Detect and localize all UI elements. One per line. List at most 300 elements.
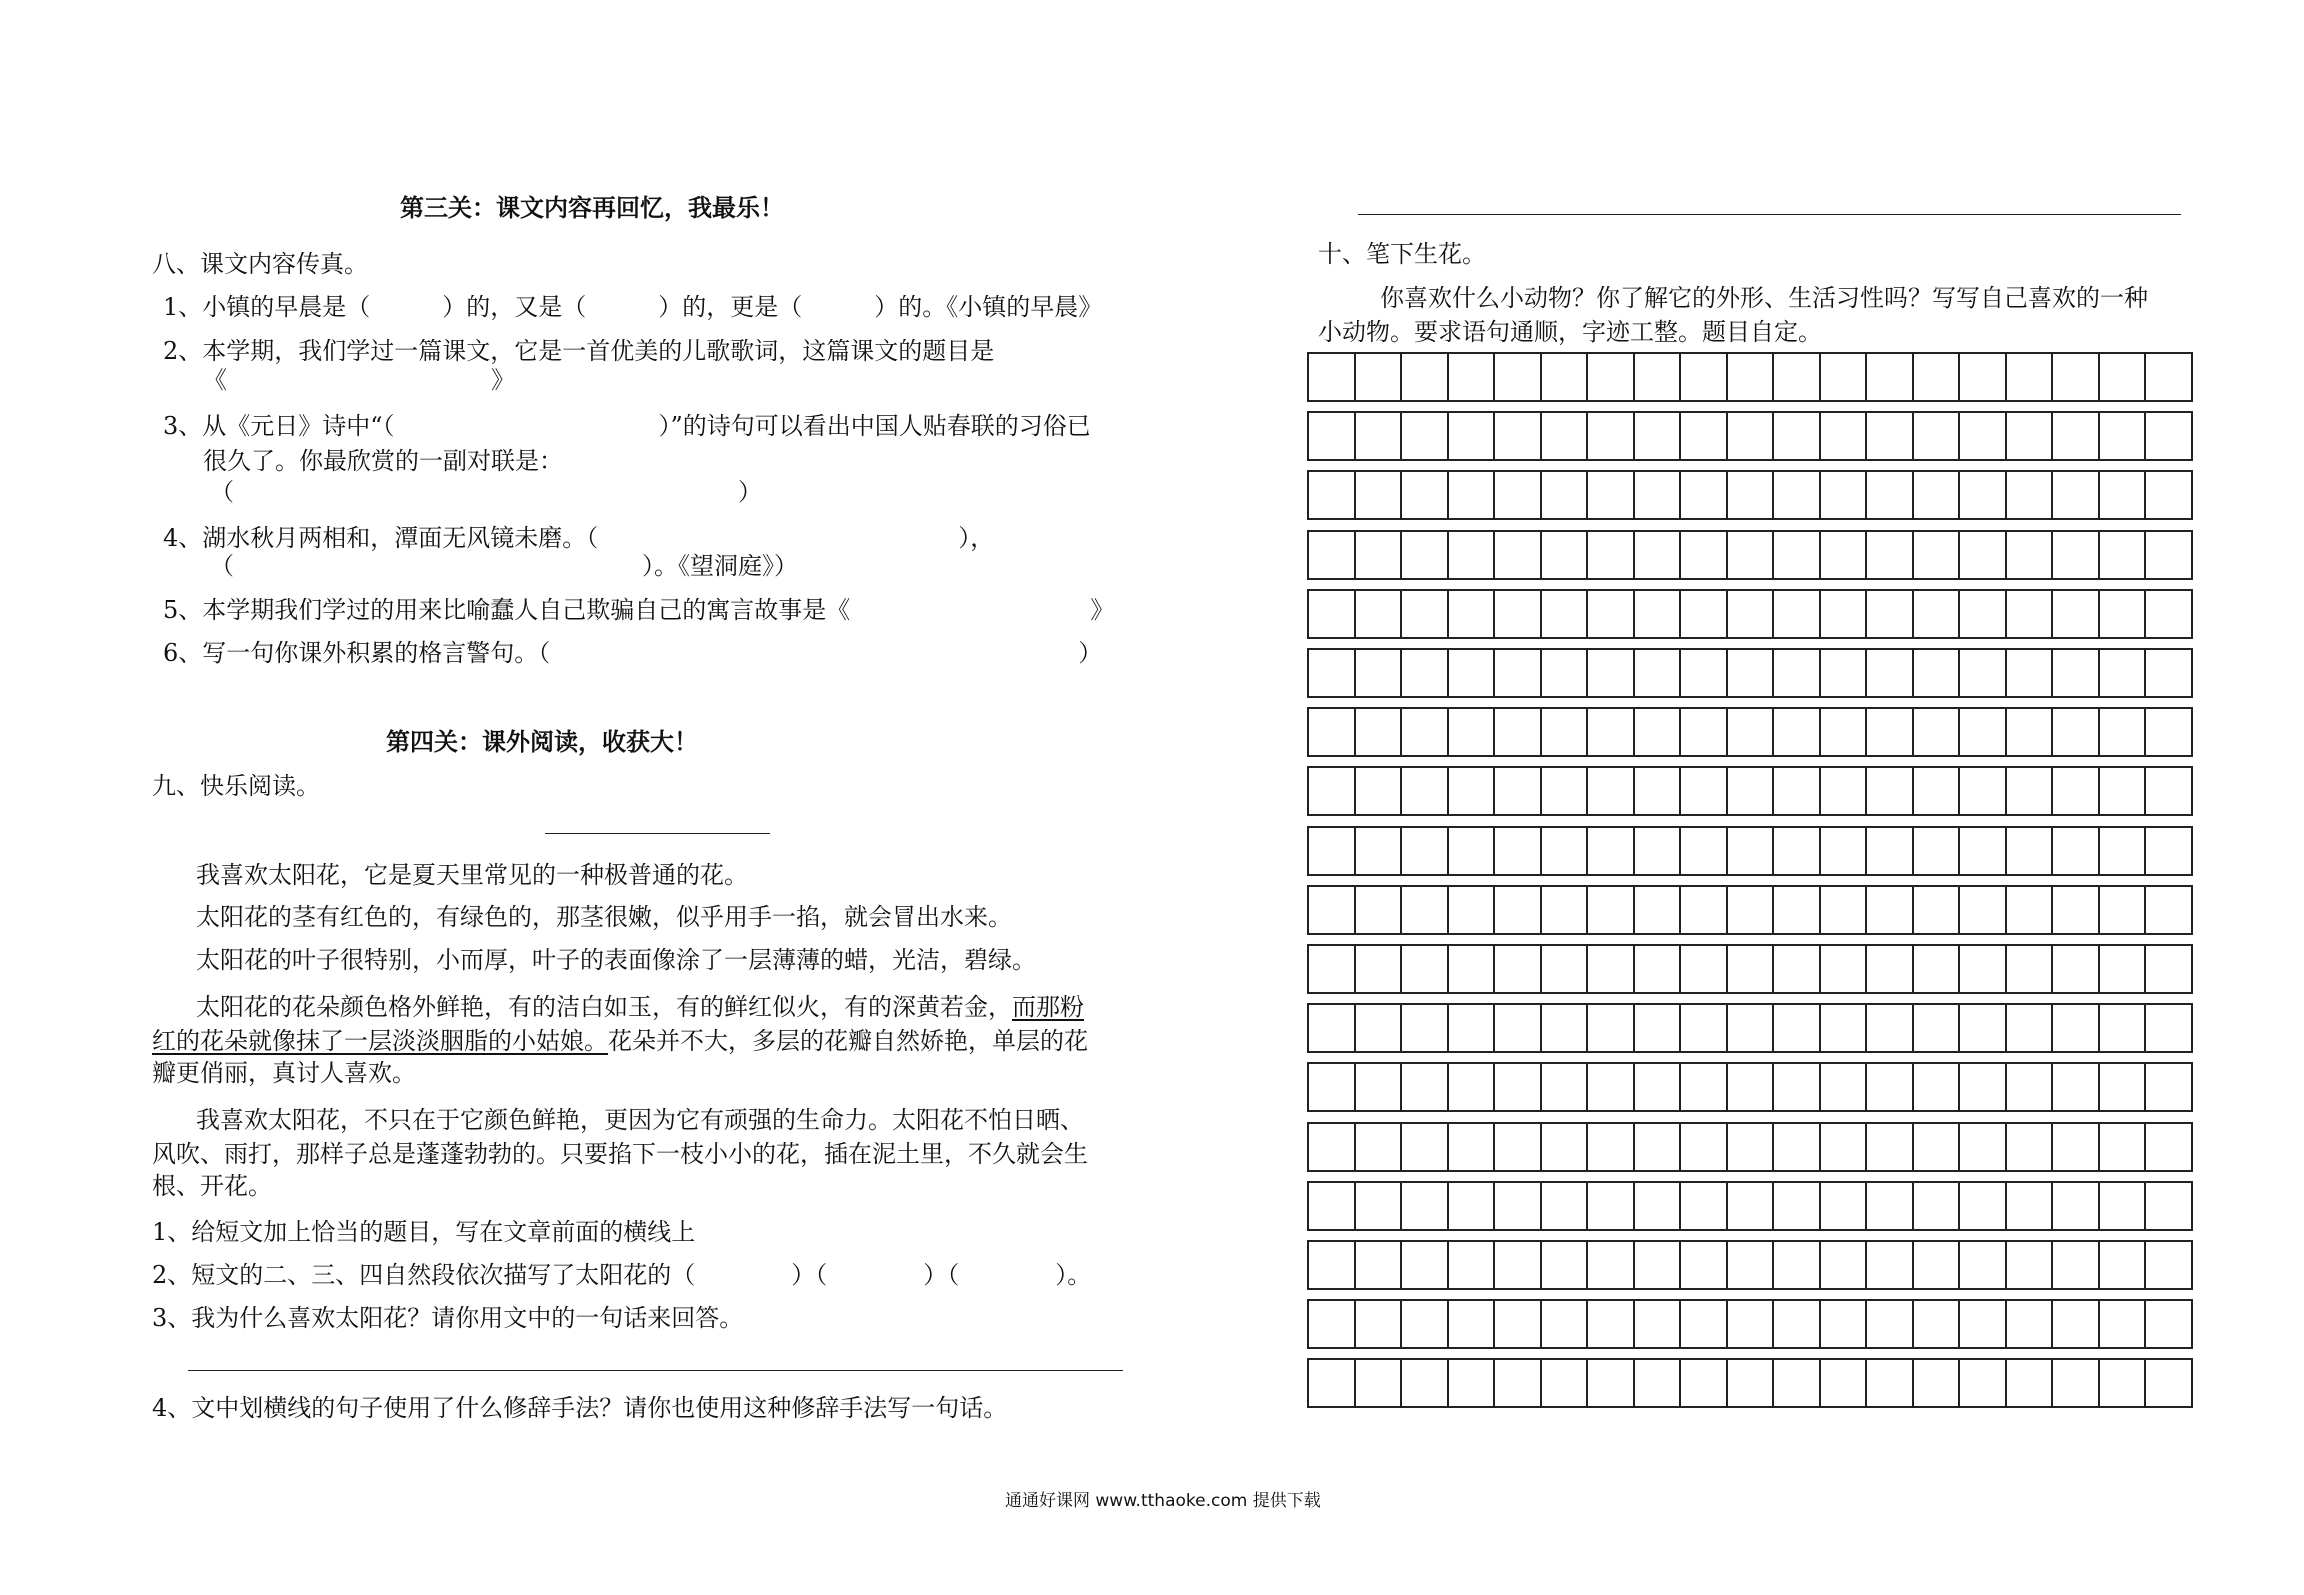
grid-cell[interactable] xyxy=(1865,1240,1914,1290)
grid-cell[interactable] xyxy=(1586,470,1635,520)
grid-cell[interactable] xyxy=(2098,411,2147,461)
grid-cell[interactable] xyxy=(1726,1122,1775,1172)
grid-cell[interactable] xyxy=(1912,1299,1961,1349)
grid-cell[interactable] xyxy=(1772,1181,1821,1231)
grid-cell[interactable] xyxy=(1819,1358,1868,1408)
grid-cell[interactable] xyxy=(1586,1062,1635,1112)
grid-cell[interactable] xyxy=(1447,470,1496,520)
grid-cell[interactable] xyxy=(1865,1122,1914,1172)
grid-cell[interactable] xyxy=(2144,766,2193,816)
grid-cell[interactable] xyxy=(2051,1062,2100,1112)
grid-cell[interactable] xyxy=(1586,589,1635,639)
grid-cell[interactable] xyxy=(1307,1003,1356,1053)
grid-cell[interactable] xyxy=(1586,1181,1635,1231)
grid-cell[interactable] xyxy=(1307,470,1356,520)
grid-cell[interactable] xyxy=(1958,1181,2007,1231)
grid-cell[interactable] xyxy=(1633,648,1682,698)
grid-cell[interactable] xyxy=(1912,1122,1961,1172)
grid-cell[interactable] xyxy=(1493,1062,1542,1112)
grid-cell[interactable] xyxy=(2005,470,2054,520)
grid-cell[interactable] xyxy=(2005,1358,2054,1408)
grid-cell[interactable] xyxy=(1447,1181,1496,1231)
grid-cell[interactable] xyxy=(1958,1240,2007,1290)
grid-cell[interactable] xyxy=(1633,352,1682,402)
grid-cell[interactable] xyxy=(1540,1240,1589,1290)
grid-cell[interactable] xyxy=(2005,1240,2054,1290)
grid-cell[interactable] xyxy=(1493,1358,1542,1408)
grid-cell[interactable] xyxy=(1679,1122,1728,1172)
grid-cell[interactable] xyxy=(1726,589,1775,639)
grid-cell[interactable] xyxy=(1400,826,1449,876)
grid-cell[interactable] xyxy=(2051,1240,2100,1290)
grid-cell[interactable] xyxy=(1865,1062,1914,1112)
grid-cell[interactable] xyxy=(2005,648,2054,698)
grid-cell[interactable] xyxy=(1865,766,1914,816)
grid-cell[interactable] xyxy=(1447,411,1496,461)
grid-cell[interactable] xyxy=(1958,1062,2007,1112)
grid-cell[interactable] xyxy=(1772,826,1821,876)
grid-cell[interactable] xyxy=(1354,826,1403,876)
grid-cell[interactable] xyxy=(1912,1240,1961,1290)
grid-cell[interactable] xyxy=(1400,530,1449,580)
grid-cell[interactable] xyxy=(1354,1299,1403,1349)
grid-cell[interactable] xyxy=(1307,530,1356,580)
grid-cell[interactable] xyxy=(1354,944,1403,994)
grid-cell[interactable] xyxy=(1912,470,1961,520)
grid-cell[interactable] xyxy=(2005,352,2054,402)
grid-cell[interactable] xyxy=(1493,589,1542,639)
grid-cell[interactable] xyxy=(2051,648,2100,698)
grid-cell[interactable] xyxy=(1307,766,1356,816)
grid-cell[interactable] xyxy=(1726,352,1775,402)
grid-cell[interactable] xyxy=(2005,826,2054,876)
grid-cell[interactable] xyxy=(1307,826,1356,876)
grid-cell[interactable] xyxy=(1679,1003,1728,1053)
grid-cell[interactable] xyxy=(1307,589,1356,639)
grid-cell[interactable] xyxy=(1772,1240,1821,1290)
grid-cell[interactable] xyxy=(1540,885,1589,935)
grid-cell[interactable] xyxy=(1958,885,2007,935)
grid-cell[interactable] xyxy=(2144,1240,2193,1290)
grid-cell[interactable] xyxy=(1772,352,1821,402)
grid-cell[interactable] xyxy=(1958,1358,2007,1408)
grid-cell[interactable] xyxy=(1493,1240,1542,1290)
grid-cell[interactable] xyxy=(1912,766,1961,816)
grid-cell[interactable] xyxy=(2144,352,2193,402)
grid-cell[interactable] xyxy=(1540,1181,1589,1231)
grid-cell[interactable] xyxy=(1400,766,1449,816)
grid-cell[interactable] xyxy=(1586,826,1635,876)
grid-cell[interactable] xyxy=(1540,530,1589,580)
grid-cell[interactable] xyxy=(1447,885,1496,935)
grid-cell[interactable] xyxy=(2051,885,2100,935)
grid-cell[interactable] xyxy=(1400,411,1449,461)
grid-cell[interactable] xyxy=(1772,1122,1821,1172)
grid-cell[interactable] xyxy=(1400,1122,1449,1172)
grid-cell[interactable] xyxy=(2098,1240,2147,1290)
grid-cell[interactable] xyxy=(1772,470,1821,520)
grid-cell[interactable] xyxy=(1726,1358,1775,1408)
grid-cell[interactable] xyxy=(1354,1181,1403,1231)
grid-cell[interactable] xyxy=(1772,885,1821,935)
grid-cell[interactable] xyxy=(1912,944,1961,994)
grid-cell[interactable] xyxy=(1354,885,1403,935)
grid-cell[interactable] xyxy=(2098,648,2147,698)
grid-cell[interactable] xyxy=(1819,1062,1868,1112)
grid-cell[interactable] xyxy=(1633,1181,1682,1231)
grid-cell[interactable] xyxy=(2005,530,2054,580)
grid-cell[interactable] xyxy=(1679,944,1728,994)
grid-cell[interactable] xyxy=(1726,1181,1775,1231)
grid-cell[interactable] xyxy=(1633,530,1682,580)
grid-cell[interactable] xyxy=(1354,1122,1403,1172)
grid-cell[interactable] xyxy=(1400,1358,1449,1408)
grid-cell[interactable] xyxy=(2051,530,2100,580)
grid-cell[interactable] xyxy=(1726,1240,1775,1290)
grid-cell[interactable] xyxy=(1819,1181,1868,1231)
grid-cell[interactable] xyxy=(2005,1181,2054,1231)
grid-cell[interactable] xyxy=(2005,766,2054,816)
grid-cell[interactable] xyxy=(1307,411,1356,461)
grid-cell[interactable] xyxy=(1726,1062,1775,1112)
grid-cell[interactable] xyxy=(1400,589,1449,639)
grid-cell[interactable] xyxy=(2005,1003,2054,1053)
grid-cell[interactable] xyxy=(2098,766,2147,816)
grid-cell[interactable] xyxy=(1679,707,1728,757)
grid-cell[interactable] xyxy=(1540,470,1589,520)
grid-cell[interactable] xyxy=(1307,1240,1356,1290)
grid-cell[interactable] xyxy=(1958,826,2007,876)
grid-cell[interactable] xyxy=(2098,589,2147,639)
grid-cell[interactable] xyxy=(2051,411,2100,461)
grid-cell[interactable] xyxy=(1819,766,1868,816)
grid-cell[interactable] xyxy=(1400,1062,1449,1112)
grid-cell[interactable] xyxy=(1354,470,1403,520)
grid-cell[interactable] xyxy=(2144,944,2193,994)
grid-cell[interactable] xyxy=(1447,826,1496,876)
grid-cell[interactable] xyxy=(1679,470,1728,520)
grid-cell[interactable] xyxy=(1865,1003,1914,1053)
grid-cell[interactable] xyxy=(1633,1122,1682,1172)
grid-cell[interactable] xyxy=(1540,1122,1589,1172)
grid-cell[interactable] xyxy=(1400,1240,1449,1290)
grid-cell[interactable] xyxy=(1865,470,1914,520)
grid-cell[interactable] xyxy=(1912,1003,1961,1053)
grid-cell[interactable] xyxy=(1586,944,1635,994)
grid-cell[interactable] xyxy=(1633,707,1682,757)
grid-cell[interactable] xyxy=(1865,411,1914,461)
grid-cell[interactable] xyxy=(1679,1181,1728,1231)
grid-cell[interactable] xyxy=(1354,1062,1403,1112)
grid-cell[interactable] xyxy=(2098,1299,2147,1349)
grid-cell[interactable] xyxy=(1586,411,1635,461)
grid-cell[interactable] xyxy=(1865,1299,1914,1349)
grid-cell[interactable] xyxy=(1958,589,2007,639)
grid-cell[interactable] xyxy=(1354,1358,1403,1408)
grid-cell[interactable] xyxy=(2144,1062,2193,1112)
grid-cell[interactable] xyxy=(1865,648,1914,698)
grid-cell[interactable] xyxy=(2051,707,2100,757)
grid-cell[interactable] xyxy=(1865,1181,1914,1231)
grid-cell[interactable] xyxy=(1400,885,1449,935)
grid-cell[interactable] xyxy=(1447,589,1496,639)
grid-cell[interactable] xyxy=(1912,826,1961,876)
grid-cell[interactable] xyxy=(1679,1062,1728,1112)
grid-cell[interactable] xyxy=(2051,1358,2100,1408)
grid-cell[interactable] xyxy=(1354,411,1403,461)
grid-cell[interactable] xyxy=(2005,885,2054,935)
grid-cell[interactable] xyxy=(1540,411,1589,461)
grid-cell[interactable] xyxy=(2005,1122,2054,1172)
grid-cell[interactable] xyxy=(1307,707,1356,757)
grid-cell[interactable] xyxy=(1307,885,1356,935)
grid-cell[interactable] xyxy=(1586,352,1635,402)
grid-cell[interactable] xyxy=(1307,1181,1356,1231)
grid-cell[interactable] xyxy=(1958,944,2007,994)
grid-cell[interactable] xyxy=(1586,885,1635,935)
grid-cell[interactable] xyxy=(1447,1240,1496,1290)
grid-cell[interactable] xyxy=(1307,944,1356,994)
grid-cell[interactable] xyxy=(1912,352,1961,402)
grid-cell[interactable] xyxy=(1586,648,1635,698)
grid-cell[interactable] xyxy=(1726,707,1775,757)
grid-cell[interactable] xyxy=(1679,648,1728,698)
grid-cell[interactable] xyxy=(1493,648,1542,698)
grid-cell[interactable] xyxy=(1447,944,1496,994)
grid-cell[interactable] xyxy=(2051,766,2100,816)
grid-cell[interactable] xyxy=(1865,1358,1914,1408)
grid-cell[interactable] xyxy=(1540,352,1589,402)
grid-cell[interactable] xyxy=(1633,589,1682,639)
grid-cell[interactable] xyxy=(1447,1358,1496,1408)
grid-cell[interactable] xyxy=(2144,1181,2193,1231)
grid-cell[interactable] xyxy=(1540,944,1589,994)
grid-cell[interactable] xyxy=(1586,707,1635,757)
grid-cell[interactable] xyxy=(1447,1122,1496,1172)
grid-cell[interactable] xyxy=(1912,648,1961,698)
grid-cell[interactable] xyxy=(1726,470,1775,520)
grid-cell[interactable] xyxy=(2098,707,2147,757)
grid-cell[interactable] xyxy=(1958,766,2007,816)
grid-cell[interactable] xyxy=(1772,530,1821,580)
grid-cell[interactable] xyxy=(1772,1003,1821,1053)
grid-cell[interactable] xyxy=(1912,589,1961,639)
grid-cell[interactable] xyxy=(1819,944,1868,994)
grid-cell[interactable] xyxy=(1400,648,1449,698)
grid-cell[interactable] xyxy=(1307,1299,1356,1349)
grid-cell[interactable] xyxy=(1540,766,1589,816)
grid-cell[interactable] xyxy=(1819,589,1868,639)
grid-cell[interactable] xyxy=(1354,530,1403,580)
grid-cell[interactable] xyxy=(1726,944,1775,994)
grid-cell[interactable] xyxy=(1679,411,1728,461)
grid-cell[interactable] xyxy=(2098,1122,2147,1172)
grid-cell[interactable] xyxy=(1493,707,1542,757)
grid-cell[interactable] xyxy=(1633,826,1682,876)
grid-cell[interactable] xyxy=(1354,1003,1403,1053)
grid-cell[interactable] xyxy=(1865,826,1914,876)
grid-cell[interactable] xyxy=(1912,411,1961,461)
grid-cell[interactable] xyxy=(1633,470,1682,520)
grid-cell[interactable] xyxy=(2005,707,2054,757)
grid-cell[interactable] xyxy=(1819,530,1868,580)
grid-cell[interactable] xyxy=(2005,589,2054,639)
grid-cell[interactable] xyxy=(1493,1122,1542,1172)
grid-cell[interactable] xyxy=(2051,1299,2100,1349)
grid-cell[interactable] xyxy=(1354,648,1403,698)
grid-cell[interactable] xyxy=(1540,707,1589,757)
grid-cell[interactable] xyxy=(1400,707,1449,757)
grid-cell[interactable] xyxy=(1865,944,1914,994)
grid-cell[interactable] xyxy=(1307,1122,1356,1172)
grid-cell[interactable] xyxy=(1958,352,2007,402)
grid-cell[interactable] xyxy=(1958,648,2007,698)
grid-cell[interactable] xyxy=(1307,352,1356,402)
grid-cell[interactable] xyxy=(1400,1299,1449,1349)
grid-cell[interactable] xyxy=(1633,411,1682,461)
grid-cell[interactable] xyxy=(1772,1358,1821,1408)
grid-cell[interactable] xyxy=(2051,1181,2100,1231)
grid-cell[interactable] xyxy=(2051,1003,2100,1053)
grid-cell[interactable] xyxy=(1865,530,1914,580)
grid-cell[interactable] xyxy=(2098,1062,2147,1112)
grid-cell[interactable] xyxy=(2144,1003,2193,1053)
grid-cell[interactable] xyxy=(1679,1240,1728,1290)
grid-cell[interactable] xyxy=(1772,411,1821,461)
grid-cell[interactable] xyxy=(2051,944,2100,994)
grid-cell[interactable] xyxy=(1307,648,1356,698)
grid-cell[interactable] xyxy=(1726,411,1775,461)
grid-cell[interactable] xyxy=(1493,530,1542,580)
grid-cell[interactable] xyxy=(1912,1358,1961,1408)
grid-cell[interactable] xyxy=(2005,944,2054,994)
grid-cell[interactable] xyxy=(1400,352,1449,402)
grid-cell[interactable] xyxy=(2051,826,2100,876)
grid-cell[interactable] xyxy=(1633,1062,1682,1112)
grid-cell[interactable] xyxy=(1819,707,1868,757)
grid-cell[interactable] xyxy=(1679,352,1728,402)
grid-cell[interactable] xyxy=(1819,648,1868,698)
grid-cell[interactable] xyxy=(1772,766,1821,816)
grid-cell[interactable] xyxy=(2098,470,2147,520)
grid-cell[interactable] xyxy=(1447,648,1496,698)
grid-cell[interactable] xyxy=(1633,944,1682,994)
grid-cell[interactable] xyxy=(1772,944,1821,994)
grid-cell[interactable] xyxy=(1540,1062,1589,1112)
grid-cell[interactable] xyxy=(1493,766,1542,816)
grid-cell[interactable] xyxy=(1493,885,1542,935)
grid-cell[interactable] xyxy=(1354,1240,1403,1290)
grid-cell[interactable] xyxy=(1819,885,1868,935)
grid-cell[interactable] xyxy=(1586,1358,1635,1408)
grid-cell[interactable] xyxy=(1633,766,1682,816)
grid-cell[interactable] xyxy=(1447,1062,1496,1112)
grid-cell[interactable] xyxy=(2144,589,2193,639)
grid-cell[interactable] xyxy=(1540,589,1589,639)
grid-cell[interactable] xyxy=(1354,766,1403,816)
grid-cell[interactable] xyxy=(2051,589,2100,639)
grid-cell[interactable] xyxy=(1912,707,1961,757)
grid-cell[interactable] xyxy=(1633,1240,1682,1290)
grid-cell[interactable] xyxy=(1726,1299,1775,1349)
grid-cell[interactable] xyxy=(1772,1299,1821,1349)
grid-cell[interactable] xyxy=(2005,1062,2054,1112)
grid-cell[interactable] xyxy=(1958,1299,2007,1349)
grid-cell[interactable] xyxy=(1912,1062,1961,1112)
grid-cell[interactable] xyxy=(1493,1299,1542,1349)
grid-cell[interactable] xyxy=(1540,1003,1589,1053)
grid-cell[interactable] xyxy=(1540,1299,1589,1349)
grid-cell[interactable] xyxy=(2051,470,2100,520)
grid-cell[interactable] xyxy=(2144,885,2193,935)
grid-cell[interactable] xyxy=(2144,1299,2193,1349)
grid-cell[interactable] xyxy=(1633,1003,1682,1053)
grid-cell[interactable] xyxy=(1540,648,1589,698)
grid-cell[interactable] xyxy=(1726,648,1775,698)
grid-cell[interactable] xyxy=(1540,1358,1589,1408)
grid-cell[interactable] xyxy=(1819,411,1868,461)
grid-cell[interactable] xyxy=(2051,352,2100,402)
grid-cell[interactable] xyxy=(1865,707,1914,757)
grid-cell[interactable] xyxy=(1679,589,1728,639)
grid-cell[interactable] xyxy=(1586,530,1635,580)
grid-cell[interactable] xyxy=(2144,1122,2193,1172)
grid-cell[interactable] xyxy=(1772,1062,1821,1112)
grid-cell[interactable] xyxy=(1447,766,1496,816)
grid-cell[interactable] xyxy=(2144,470,2193,520)
grid-cell[interactable] xyxy=(2098,1181,2147,1231)
grid-cell[interactable] xyxy=(1400,1181,1449,1231)
grid-cell[interactable] xyxy=(1447,707,1496,757)
grid-cell[interactable] xyxy=(1586,766,1635,816)
grid-cell[interactable] xyxy=(1400,470,1449,520)
grid-cell[interactable] xyxy=(1958,1122,2007,1172)
grid-cell[interactable] xyxy=(1819,1299,1868,1349)
grid-cell[interactable] xyxy=(1493,1003,1542,1053)
grid-cell[interactable] xyxy=(1586,1240,1635,1290)
grid-cell[interactable] xyxy=(1726,530,1775,580)
grid-cell[interactable] xyxy=(1958,707,2007,757)
grid-cell[interactable] xyxy=(2098,1358,2147,1408)
grid-cell[interactable] xyxy=(1400,944,1449,994)
grid-cell[interactable] xyxy=(1912,530,1961,580)
grid-cell[interactable] xyxy=(2144,707,2193,757)
grid-cell[interactable] xyxy=(1679,1358,1728,1408)
grid-cell[interactable] xyxy=(1679,1299,1728,1349)
grid-cell[interactable] xyxy=(1679,530,1728,580)
grid-cell[interactable] xyxy=(2144,826,2193,876)
grid-cell[interactable] xyxy=(1354,589,1403,639)
grid-cell[interactable] xyxy=(1958,411,2007,461)
grid-cell[interactable] xyxy=(2144,411,2193,461)
grid-cell[interactable] xyxy=(2098,944,2147,994)
grid-cell[interactable] xyxy=(2098,530,2147,580)
grid-cell[interactable] xyxy=(1586,1122,1635,1172)
grid-cell[interactable] xyxy=(1865,589,1914,639)
grid-cell[interactable] xyxy=(2144,530,2193,580)
grid-cell[interactable] xyxy=(1493,470,1542,520)
grid-cell[interactable] xyxy=(1772,648,1821,698)
grid-cell[interactable] xyxy=(1819,1240,1868,1290)
grid-cell[interactable] xyxy=(1354,707,1403,757)
grid-cell[interactable] xyxy=(1447,1299,1496,1349)
grid-cell[interactable] xyxy=(1586,1299,1635,1349)
grid-cell[interactable] xyxy=(2098,352,2147,402)
grid-cell[interactable] xyxy=(1958,530,2007,580)
grid-cell[interactable] xyxy=(1540,826,1589,876)
grid-cell[interactable] xyxy=(1493,826,1542,876)
grid-cell[interactable] xyxy=(1679,826,1728,876)
